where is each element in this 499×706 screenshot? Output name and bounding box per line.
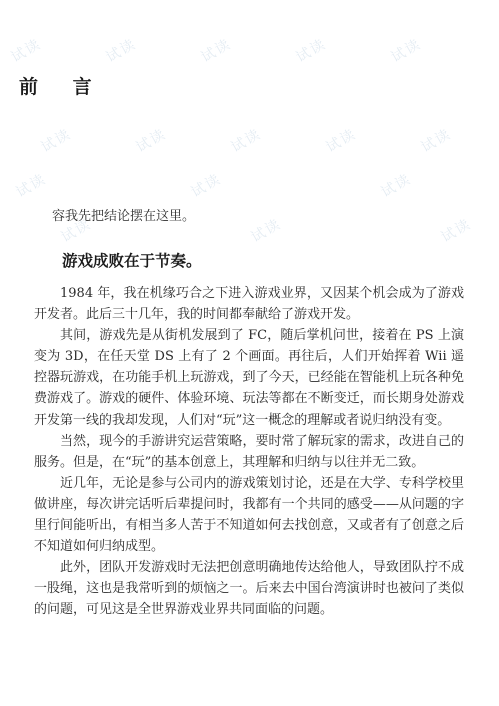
watermark-text: 试读	[13, 170, 50, 201]
section-heading: 游戏成败在于节奏。	[62, 252, 202, 270]
watermark-text: 试读	[58, 215, 95, 246]
watermark-text: 试读	[418, 125, 455, 156]
paragraph-4: 近几年，无论是参与公司内的游戏策划讨论，还是在大学、专科学校里做讲座，每次讲完话听后辈提问时，我都有一个共同的感受——从问题的字里行间能听出，有相当多人苦于不知道如何去找创意，又或者有了创意之后不知道如何归纳成型。	[34, 475, 464, 555]
intro-line: 容我先把结论摆在这里。	[52, 209, 196, 224]
watermark-text: 试读	[188, 170, 225, 201]
paragraph-5: 此外，团队开发游戏时无法把创意明确地传达给他人，导致团队拧不成一股绳，这也是我常听到的烦恼之一。后来去中国台湾演讲时也被问了类似的问题，可见这是全世界游戏业界共同面临的问题。	[34, 560, 464, 618]
paragraph-3: 当然，现今的手游讲究运营策略，要时常了解玩家的需求，改进自己的服务。但是，在“玩”的基本创意上，其理解和归纳与以往并无二致。	[34, 433, 464, 470]
watermark-text: 试读	[103, 35, 140, 66]
watermark-text: 试读	[378, 170, 415, 201]
watermark-text: 试读	[388, 35, 425, 66]
watermark-text: 试读	[8, 35, 45, 66]
watermark-text: 试读	[133, 125, 170, 156]
watermark-text: 试读	[293, 35, 330, 66]
watermark-text: 试读	[323, 125, 360, 156]
paragraph-1: 1984 年，我在机缘巧合之下进入游戏业界，又因某个机会成为了游戏开发者。此后三十几年，我的时间都奉献给了游戏开发。	[34, 286, 464, 323]
watermark-text: 试读	[228, 125, 265, 156]
watermark-text: 试读	[38, 125, 75, 156]
watermark-text: 试读	[198, 35, 235, 66]
page-title: 前 言	[19, 76, 106, 98]
watermark-text: 试读	[438, 215, 475, 246]
watermark-text: 试读	[248, 215, 285, 246]
body-text	[34, 283, 464, 621]
paragraph-2: 其间，游戏先是从街机发展到了 FC，随后掌机问世，接着在 PS 上演变为 3D，在任天堂 DS 上有了 2 个画面。再往后，人们开始挥着 Wii 遥控器玩游戏，在功能手机上玩游戏，到了今天，已经能在智能机上玩各种免费游戏了。游戏的硬件、体验环境、玩法等都在不断变迁，而长期身处游戏开发第一线的我却发现，人们对“玩”这一概念的理解或者说归纳没有变。	[34, 328, 464, 428]
